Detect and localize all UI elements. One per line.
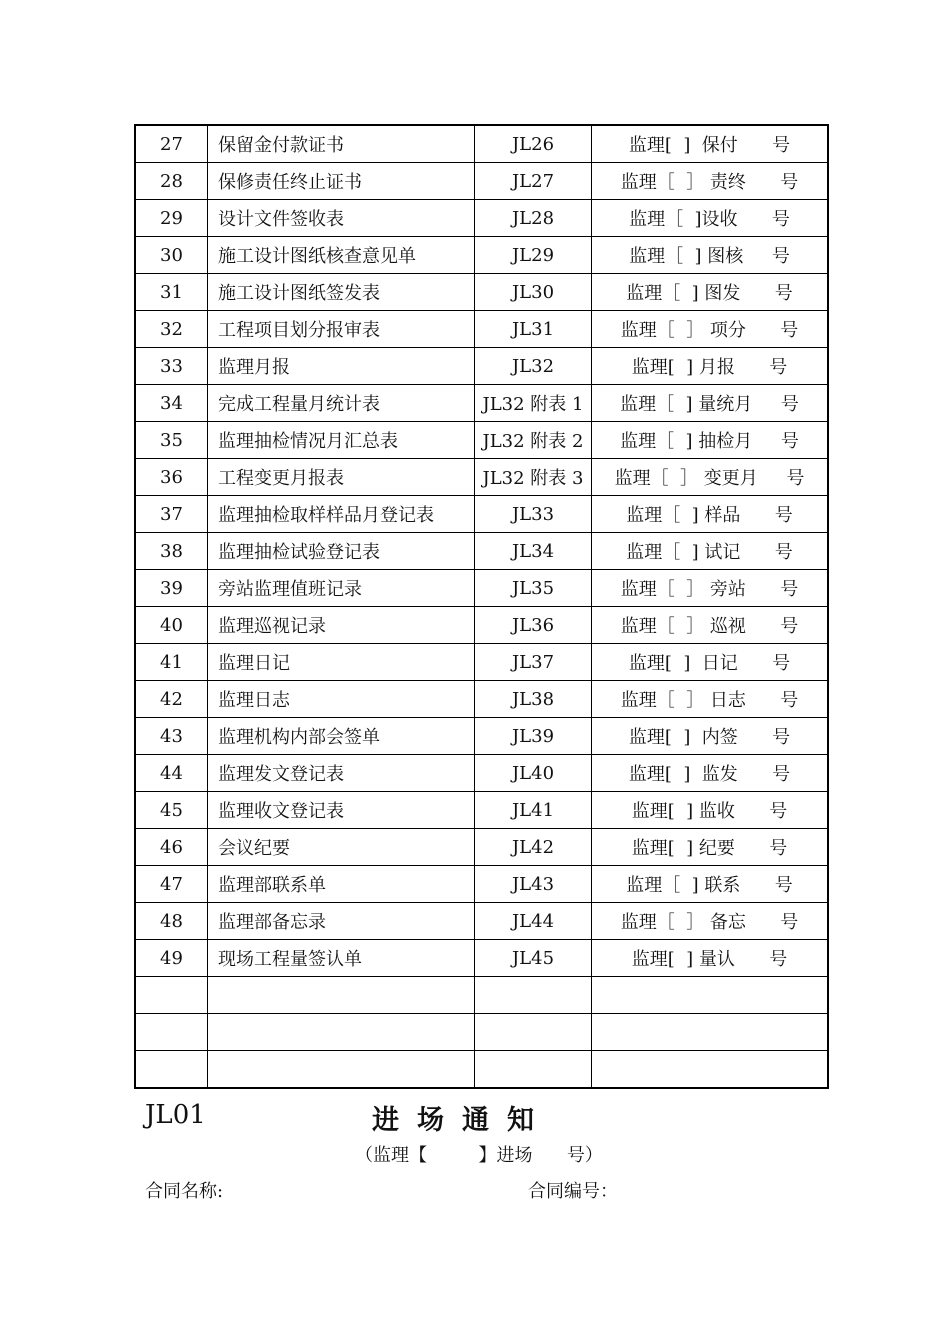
form-code-cell bbox=[475, 977, 592, 1014]
document-number-cell: 监理[ ] 保付 号 bbox=[592, 125, 829, 163]
form-name-cell bbox=[208, 1051, 475, 1089]
table-row bbox=[135, 755, 828, 792]
row-number-cell: 39 bbox=[135, 570, 208, 607]
row-number-cell: 46 bbox=[135, 829, 208, 866]
form-name-cell: 保留金付款证书 bbox=[208, 125, 475, 163]
document-number-cell: 监理［ ］ 日志 号 bbox=[592, 681, 829, 718]
form-code-cell: JL36 bbox=[475, 607, 592, 644]
form-name-cell: 监理巡视记录 bbox=[208, 607, 475, 644]
form-name-cell: 会议纪要 bbox=[208, 829, 475, 866]
contract-number-label: 合同编号： bbox=[528, 1181, 618, 1202]
row-number-cell: 44 bbox=[135, 755, 208, 792]
table-row bbox=[135, 866, 828, 903]
form-name-cell: 工程变更月报表 bbox=[208, 459, 475, 496]
row-number-cell bbox=[135, 977, 208, 1014]
table-row bbox=[135, 644, 828, 681]
form-name-cell: 监理收文登记表 bbox=[208, 792, 475, 829]
form-code-cell: JL44 bbox=[475, 903, 592, 940]
document-number-cell: 监理[ ] 日记 号 bbox=[592, 644, 829, 681]
form-name-cell: 施工设计图纸核查意见单 bbox=[208, 237, 475, 274]
document-number-cell: 监理［ ］ 变更月 号 bbox=[592, 459, 829, 496]
document-number-cell: 监理［ ］ 责终 号 bbox=[592, 163, 829, 200]
document-number-cell: 监理［ ］ 旁站 号 bbox=[592, 570, 829, 607]
table-row bbox=[135, 200, 828, 237]
form-code-cell: JL32 附表 3 bbox=[475, 459, 592, 496]
row-number-cell: 43 bbox=[135, 718, 208, 755]
form-code-cell: JL37 bbox=[475, 644, 592, 681]
row-number-cell: 32 bbox=[135, 311, 208, 348]
row-number-cell: 30 bbox=[135, 237, 208, 274]
row-number-cell: 28 bbox=[135, 163, 208, 200]
form-code-cell bbox=[475, 1051, 592, 1089]
form-code-cell: JL31 bbox=[475, 311, 592, 348]
form-code-cell: JL45 bbox=[475, 940, 592, 977]
table-row bbox=[135, 829, 828, 866]
table-row bbox=[135, 422, 828, 459]
form-index-table bbox=[134, 124, 829, 1089]
form-name-cell: 监理月报 bbox=[208, 348, 475, 385]
document-number-cell: 监理［ ]设收 号 bbox=[592, 200, 829, 237]
document-number-cell: 监理[ ] 纪要 号 bbox=[592, 829, 829, 866]
row-number-cell: 29 bbox=[135, 200, 208, 237]
document-number-cell bbox=[592, 1051, 829, 1089]
form-code-cell: JL30 bbox=[475, 274, 592, 311]
form-code-cell bbox=[475, 1014, 592, 1051]
form-name-cell: 设计文件签收表 bbox=[208, 200, 475, 237]
form-name-cell: 工程项目划分报审表 bbox=[208, 311, 475, 348]
document-number-cell bbox=[592, 1014, 829, 1051]
table-row bbox=[135, 274, 828, 311]
table-row bbox=[135, 459, 828, 496]
contract-name-label: 合同名称: bbox=[145, 1181, 224, 1202]
form-code-cell: JL32 附表 2 bbox=[475, 422, 592, 459]
form-name-cell: 监理部联系单 bbox=[208, 866, 475, 903]
table-row bbox=[135, 570, 828, 607]
form-code-cell: JL32 附表 1 bbox=[475, 385, 592, 422]
form-code-cell: JL26 bbox=[475, 125, 592, 163]
form-code-cell: JL42 bbox=[475, 829, 592, 866]
document-number-cell: 监理［ ] 图发 号 bbox=[592, 274, 829, 311]
form-name-cell: 监理日记 bbox=[208, 644, 475, 681]
table-row bbox=[135, 1051, 828, 1089]
document-number-cell: 监理［ ] 抽检月 号 bbox=[592, 422, 829, 459]
row-number-cell: 35 bbox=[135, 422, 208, 459]
table-row bbox=[135, 607, 828, 644]
row-number-cell: 38 bbox=[135, 533, 208, 570]
table-row bbox=[135, 792, 828, 829]
table-row bbox=[135, 237, 828, 274]
form-code-cell: JL29 bbox=[475, 237, 592, 274]
row-number-cell: 42 bbox=[135, 681, 208, 718]
table-row bbox=[135, 385, 828, 422]
form-code-cell: JL38 bbox=[475, 681, 592, 718]
document-number-cell: 监理［ ] 样品 号 bbox=[592, 496, 829, 533]
form-name-cell bbox=[208, 977, 475, 1014]
table-row bbox=[135, 163, 828, 200]
form-name-cell bbox=[208, 1014, 475, 1051]
row-number-cell: 45 bbox=[135, 792, 208, 829]
row-number-cell: 48 bbox=[135, 903, 208, 940]
form-name-cell: 监理抽检试验登记表 bbox=[208, 533, 475, 570]
document-number-cell: 监理［ ] 图核 号 bbox=[592, 237, 829, 274]
form-name-cell: 现场工程量签认单 bbox=[208, 940, 475, 977]
form-name-cell: 旁站监理值班记录 bbox=[208, 570, 475, 607]
row-number-cell: 27 bbox=[135, 125, 208, 163]
form-name-cell: 完成工程量月统计表 bbox=[208, 385, 475, 422]
form-code-cell: JL27 bbox=[475, 163, 592, 200]
form-code-cell: JL41 bbox=[475, 792, 592, 829]
document-number-cell: 监理［ ］ 备忘 号 bbox=[592, 903, 829, 940]
form-name-cell: 监理日志 bbox=[208, 681, 475, 718]
document-number-cell: 监理[ ] 内签 号 bbox=[592, 718, 829, 755]
form-code-cell: JL43 bbox=[475, 866, 592, 903]
document-number-cell: 监理［ ] 联系 号 bbox=[592, 866, 829, 903]
table-row bbox=[135, 977, 828, 1014]
form-name-cell: 监理部备忘录 bbox=[208, 903, 475, 940]
row-number-cell: 33 bbox=[135, 348, 208, 385]
form-code-cell: JL40 bbox=[475, 755, 592, 792]
form-code-cell: JL33 bbox=[475, 496, 592, 533]
form-name-cell: 监理抽检情况月汇总表 bbox=[208, 422, 475, 459]
document-number-cell: 监理[ ] 月报 号 bbox=[592, 348, 829, 385]
form-code-cell: JL28 bbox=[475, 200, 592, 237]
table-row bbox=[135, 681, 828, 718]
document-number-cell: 监理[ ] 监收 号 bbox=[592, 792, 829, 829]
table-row bbox=[135, 1014, 828, 1051]
row-number-cell: 37 bbox=[135, 496, 208, 533]
row-number-cell: 36 bbox=[135, 459, 208, 496]
form-name-cell: 保修责任终止证书 bbox=[208, 163, 475, 200]
row-number-cell: 47 bbox=[135, 866, 208, 903]
document-number-cell bbox=[592, 977, 829, 1014]
form-name-cell: 监理抽检取样样品月登记表 bbox=[208, 496, 475, 533]
form-number-line: （监理【 】进场 号） bbox=[355, 1145, 603, 1166]
form-code-cell: JL39 bbox=[475, 718, 592, 755]
form-code-cell: JL34 bbox=[475, 533, 592, 570]
row-number-cell: 31 bbox=[135, 274, 208, 311]
row-number-cell bbox=[135, 1051, 208, 1089]
form-name-cell: 施工设计图纸签发表 bbox=[208, 274, 475, 311]
document-number-cell: 监理［ ] 量统月 号 bbox=[592, 385, 829, 422]
table-row bbox=[135, 903, 828, 940]
table-row bbox=[135, 533, 828, 570]
document-number-cell: 监理［ ］ 项分 号 bbox=[592, 311, 829, 348]
document-number-cell: 监理[ ] 量认 号 bbox=[592, 940, 829, 977]
table-row bbox=[135, 940, 828, 977]
form-title: 进场通知 bbox=[372, 1105, 552, 1136]
row-number-cell: 49 bbox=[135, 940, 208, 977]
table-row bbox=[135, 348, 828, 385]
table-row bbox=[135, 496, 828, 533]
row-number-cell: 41 bbox=[135, 644, 208, 681]
document-number-cell: 监理［ ］ 巡视 号 bbox=[592, 607, 829, 644]
row-number-cell: 40 bbox=[135, 607, 208, 644]
document-number-cell: 监理[ ] 监发 号 bbox=[592, 755, 829, 792]
table-row bbox=[135, 311, 828, 348]
table-row bbox=[135, 125, 828, 163]
form-code-cell: JL35 bbox=[475, 570, 592, 607]
form-name-cell: 监理发文登记表 bbox=[208, 755, 475, 792]
document-number-cell: 监理［ ] 试记 号 bbox=[592, 533, 829, 570]
form-code: JL01 bbox=[145, 1100, 206, 1130]
table-row bbox=[135, 718, 828, 755]
form-name-cell: 监理机构内部会签单 bbox=[208, 718, 475, 755]
row-number-cell: 34 bbox=[135, 385, 208, 422]
row-number-cell bbox=[135, 1014, 208, 1051]
form-code-cell: JL32 bbox=[475, 348, 592, 385]
